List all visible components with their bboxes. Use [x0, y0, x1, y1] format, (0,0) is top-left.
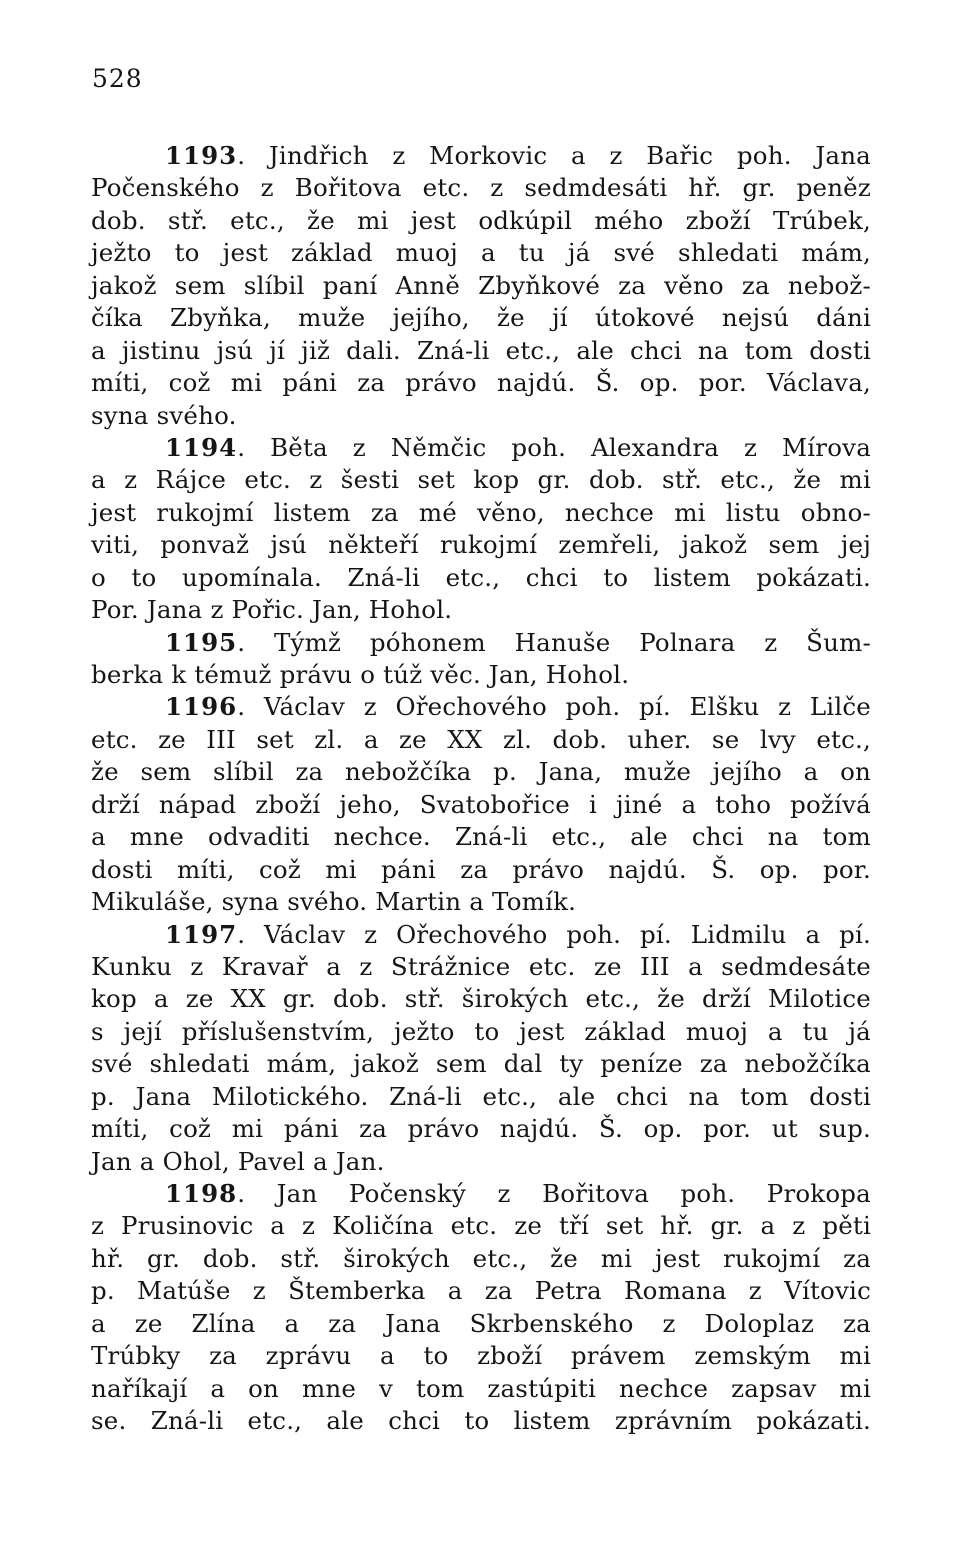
text-line [91, 1048, 871, 1080]
line-text: a mne odvaditi nechce. Zná-li etc., ale chci na tom [91, 822, 871, 852]
text-line [91, 400, 871, 432]
entry-first-line [91, 627, 871, 659]
line-text: etc. ze III set zl. a ze XX zl. dob. uher. se lvy etc., [91, 724, 871, 754]
text-line [91, 724, 871, 756]
entry-number: 1194 [165, 432, 238, 462]
text-line [91, 756, 871, 788]
line-text: naříkají a on mne v tom zastúpiti nechce zapsav mi [91, 1373, 871, 1403]
text-line [91, 302, 871, 334]
entry-number: 1198 [165, 1179, 238, 1208]
line-text: míti, což mi páni za právo najdú. Š. op. por. Václava, [91, 368, 871, 398]
text-line [91, 237, 871, 269]
body-text [91, 140, 871, 1438]
text-line [91, 335, 871, 367]
text-line [91, 983, 871, 1015]
text-line [91, 562, 871, 594]
text-line [91, 886, 871, 918]
text-line [91, 367, 871, 399]
text-line [91, 594, 871, 626]
text-line [91, 1373, 871, 1405]
line-text: dosti míti, což mi páni za právo najdú. Š. op. por. [91, 854, 871, 884]
line-text: číka Zbyňka, muže jejího, že jí útokové nejsú dáni [91, 303, 871, 333]
line-text: Kunku z Kravař a z Strážnice etc. ze III a sedmdesáte [91, 951, 871, 981]
line-text: p. Matúše z Štemberka a za Petra Romana z Vítovic [91, 1276, 871, 1306]
line-text: viti, ponvaž jsú někteří rukojmí zemřeli, jakož sem jej [91, 530, 871, 560]
text-line [91, 172, 871, 204]
line-text: . Václav z Ořechového poh. pí. Lidmilu a pí. [237, 919, 871, 949]
entry-first-line [91, 140, 871, 172]
line-text: ježto to jest základ muoj a tu já své shledati mám, [91, 238, 871, 268]
text-line [91, 821, 871, 853]
text-line [91, 1146, 871, 1178]
text-line [91, 1275, 871, 1307]
text-line [91, 270, 871, 302]
line-text: syna svého. [91, 400, 237, 430]
line-text: že sem slíbil za nebožčíka p. Jana, muže jejího a on [91, 757, 871, 787]
line-text: . Jindřich z Morkovic a z Bařic poh. Jana [237, 141, 871, 170]
line-text: berka k témuž právu o túž věc. Jan, Hohol. [91, 660, 630, 689]
line-text: se. Zná-li etc., ale chci to listem zprávním pokázati. [91, 1406, 871, 1436]
text-line [91, 529, 871, 561]
entry-number: 1195 [165, 627, 238, 657]
text-line [91, 497, 871, 529]
text-line [91, 789, 871, 821]
line-text: jest rukojmí listem za mé věno, nechce mi listu obno- [91, 497, 871, 527]
line-text: Mikuláše, syna svého. Martin a Tomík. [91, 887, 577, 917]
line-text: s její příslušenstvím, ježto to jest základ muoj a tu já [91, 1016, 871, 1046]
entry-first-line [91, 432, 871, 464]
text-line [91, 205, 871, 237]
line-text: p. Jana Milotického. Zná-li etc., ale chci na tom dosti [91, 1081, 871, 1111]
text-line [91, 1405, 871, 1437]
line-text: Počenského z Bořitova etc. z sedmdesáti hř. gr. peněz [91, 173, 871, 203]
text-line [91, 1308, 871, 1340]
line-text: kop a ze XX gr. dob. stř. širokých etc., že drží Milotice [91, 984, 871, 1014]
text-line [91, 1016, 871, 1048]
entry-number: 1196 [165, 692, 238, 722]
line-text: . Jan Počenský z Bořitova poh. Prokopa [237, 1179, 871, 1208]
line-text: Jan a Ohol, Pavel a Jan. [91, 1146, 385, 1176]
text-line [91, 1081, 871, 1113]
line-text: jakož sem slíbil paní Anně Zbyňkové za věno za nebož- [91, 270, 871, 300]
line-text: hř. gr. dob. stř. širokých etc., že mi jest rukojmí za [91, 1243, 871, 1273]
entry-first-line [91, 1178, 871, 1210]
line-text: . Běta z Němčic poh. Alexandra z Mírova [237, 432, 871, 462]
entry-number: 1197 [165, 919, 238, 949]
line-text: a z Rájce etc. z šesti set kop gr. dob. stř. etc., že mi [91, 465, 871, 495]
line-text: své shledati mám, jakož sem dal ty peníze za nebožčíka [91, 1049, 871, 1079]
text-line [91, 1340, 871, 1372]
line-text: dob. stř. etc., že mi jest odkúpil mého zboží Trúbek, [91, 205, 871, 235]
text-line [91, 951, 871, 983]
text-line [91, 1210, 871, 1242]
line-text: a jistinu jsú jí již dali. Zná-li etc., ale chci na tom dosti [91, 335, 871, 365]
text-line [91, 1113, 871, 1145]
line-text: o to upomínala. Zná-li etc., chci to listem pokázati. [91, 562, 871, 592]
line-text: drží nápad zboží jeho, Svatobořice i jiné a toho požívá [91, 789, 871, 819]
line-text: Por. Jana z Pořic. Jan, Hohol. [91, 595, 453, 625]
text-line [91, 854, 871, 886]
entry-number: 1193 [165, 141, 238, 170]
page-number: 528 [92, 64, 143, 93]
line-text: z Prusinovic a z Količína etc. ze tří set hř. gr. a z pěti [91, 1211, 871, 1241]
line-text: . Václav z Ořechového poh. pí. Elšku z Lilče [237, 692, 871, 722]
text-line [91, 659, 871, 691]
entry-first-line [91, 919, 871, 951]
line-text: míti, což mi páni za právo najdú. Š. op. por. ut sup. [91, 1114, 871, 1144]
line-text: . Týmž póhonem Hanuše Polnara z Šum- [237, 627, 871, 657]
line-text: Trúbky za zprávu a to zboží právem zemským mi [91, 1341, 871, 1371]
line-text: a ze Zlína a za Jana Skrbenského z Doloplaz za [91, 1308, 871, 1338]
text-line [91, 1243, 871, 1275]
entry-first-line [91, 691, 871, 723]
text-line [91, 464, 871, 496]
